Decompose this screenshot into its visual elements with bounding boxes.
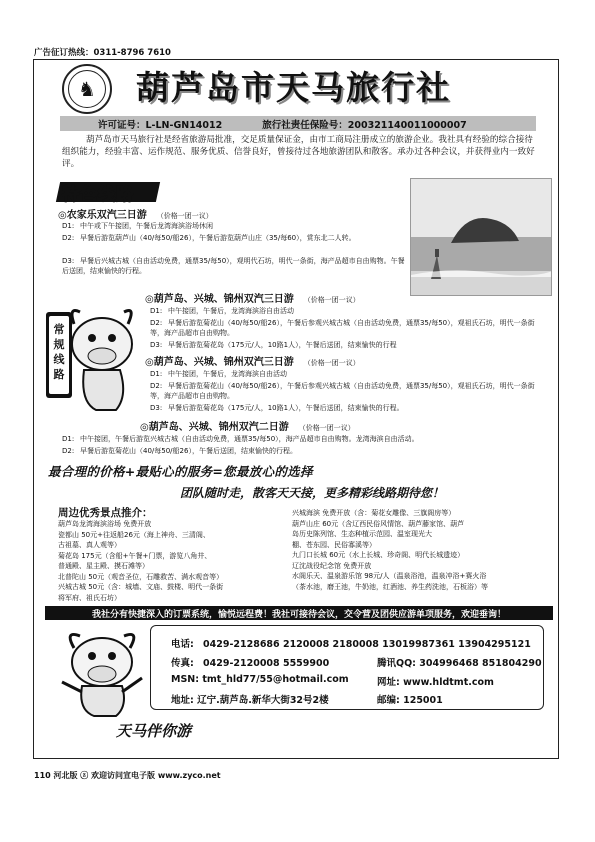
contact-box <box>150 625 544 710</box>
ox-mascot-contact <box>50 622 150 718</box>
day-text: 早餐后游览菊花岛（175元/人，10路1人），午餐后送团，结束愉快的行程 <box>168 341 397 349</box>
route-day <box>62 233 407 243</box>
regular-routes-badge: 常规线路 <box>53 323 65 381</box>
tagline: 天马伴你游 <box>116 722 192 740</box>
ad-hotline: 广告征订热线：0311-8796 7610 <box>34 48 171 58</box>
route-name: ◎葫芦岛、兴城、锦州双汽三日游 <box>145 357 294 368</box>
day-text: 早餐后游览菊花山（40/每50/船26），午餐后参观兴城古城（自由活动免费，通票35/每50），观祖氏石坊，明代一条街等，海产品超市自由购物。 <box>150 382 535 400</box>
phone-line <box>171 636 531 650</box>
day-text: 中午或下午接团，午餐后龙湾海滨浴场休闲 <box>80 222 213 230</box>
day-number: D3: <box>150 341 163 349</box>
day-text: 早餐后游览菊花岛（175元/人，10路1人），午餐后送团，结束愉快的行程。 <box>168 404 404 412</box>
route-day <box>150 381 545 401</box>
attraction-item: 葫芦岛龙湾海滨浴场 免费开放 <box>58 520 152 528</box>
day-number: D1: <box>150 307 163 315</box>
attraction-item: 水阁乐天、温泉游乐馆 98元/人（温泉浴池，温泉冲浴+赛火浴 <box>292 572 487 580</box>
phone-numbers: 0429-2128686 2120008 2180008 13019987361 13904295121 <box>203 639 531 650</box>
attraction-item: 古祖墓、真人观等） <box>58 541 121 549</box>
attractions-right-column <box>292 508 488 592</box>
route-title <box>145 290 360 305</box>
day-number: D3: <box>150 404 163 412</box>
company-logo <box>62 64 112 114</box>
route-day <box>62 256 407 276</box>
route-price: （价格一团一议） <box>298 424 355 432</box>
route-price: （价格一团一议） <box>303 359 360 367</box>
day-number: D1: <box>150 370 163 378</box>
route-day <box>150 306 294 316</box>
route-title <box>140 418 355 433</box>
ox-mascot-badge <box>40 292 146 418</box>
day-number: D1: <box>62 222 75 230</box>
attraction-item: 葫芦山庄 60元（含辽西民俗风情馆、葫芦藤家馆、葫芦 <box>292 519 465 528</box>
attraction-item: 普通殿、星主殿、摸石滩等） <box>58 562 149 570</box>
day-text: 早餐后游览菊花山（40/每50/船26），午餐后参观兴城古城（自由活动免费，通票35/每50），观祖氏石坊，明代一条街等，海产品超市自由购物。 <box>150 319 535 337</box>
attraction-item: 棚、苍东园、民俗寡溪等） <box>292 540 376 549</box>
attraction-item: 岛历史陈列馆、生态种植示范园、温室现光大 <box>292 530 432 538</box>
insurance-number: 旅行社责任保险号：200321140011000007 <box>262 119 467 131</box>
attraction-item: （茶水池，磨王池，牛奶池，红酒池、养生药洗池，石板浴）等 <box>292 582 488 591</box>
day-text: 中午接团，午餐后游览兴城古城（自由活动免费，通票35/每50），海产品超市自由购物。龙湾海滨自由活动。 <box>80 435 419 443</box>
route-day <box>150 340 397 350</box>
fax-label: 传真: <box>171 658 194 669</box>
route-day <box>150 318 545 338</box>
attraction-item: 菊花岛 175元（含船+午餐+门票，游览八角井、 <box>58 551 212 560</box>
website-line: 网址: www.hldtmt.com <box>377 677 494 688</box>
attraction-item: 北普陀山 50元（观音圣位，石雕救苦、满水观音等） <box>58 572 224 581</box>
attraction-item: 兴城海滨 免费开放（含：菊花女雕像、三旗阁房等） <box>292 509 456 517</box>
attraction-item: 辽沈战役纪念馆 免费开放 <box>292 561 372 570</box>
ox-mascot-icon <box>50 622 150 718</box>
day-text: 中午接团，午餐后，龙湾海滨浴自由活动 <box>168 307 294 315</box>
group-travel-slogan: 团队随时走，散客天天接，更多精彩线路期待您！ <box>180 486 445 500</box>
day-number: D2: <box>62 234 75 242</box>
day-text: 早餐后游览菊花山（40/每50/船26），午餐后送团，结束愉快的行程。 <box>80 447 297 455</box>
day-number: D3: <box>62 257 75 265</box>
attraction-item: 兴城古城 50元（含：城墙、文庙、鼓楼、明代一条街 <box>58 583 224 591</box>
phone-label: 电话: <box>171 639 194 650</box>
license-bar <box>60 116 536 131</box>
day-text: 早餐后兴城古城（自由活动免费，通票35/每50），观明代石坊，明代一条街，海产品超市自由购物。午餐后送团，结束愉快的行程。 <box>62 257 405 275</box>
route-price: （价格一团一议） <box>303 296 360 304</box>
coast-photo-image <box>411 179 552 296</box>
nearby-attractions-title: 周边优秀景点推介： <box>58 507 153 519</box>
route-day <box>150 403 404 413</box>
company-intro: 葫芦岛市天马旅行社是经省旅游局批准，交足质量保证金，由市工商局注册成立的旅游企业。我社具有经验的综合接待组织能力，经验丰富、运作规范、服务优质、信誉良好，曾接待过各地旅游团队和散客。承办过各种会议，并获得业内一致好评。 <box>62 135 535 169</box>
qq-line: 腾讯QQ: 304996468 851804290 <box>377 658 542 669</box>
route-title <box>145 353 360 368</box>
route-title <box>58 206 213 221</box>
route-day <box>62 434 419 444</box>
permit-number: 许可证号：L-LN-GN14012 <box>98 119 223 131</box>
day-text: 早餐后游览葫芦山（40/每50/船26），午餐后游览葫芦山庄（35/每60），赏东北二人转。 <box>80 234 356 242</box>
msn-line: MSN: tmt_hld77/55@hotmail.com <box>171 674 349 685</box>
route-price: （价格一团一议） <box>156 212 213 220</box>
zip-line: 邮编: 125001 <box>377 695 443 706</box>
day-number: D2: <box>150 319 163 327</box>
page-footer: 110 河北版 ⓩ 欢迎访问宣电子版 www.zyco.net <box>34 771 221 780</box>
route-day <box>62 221 213 231</box>
day-number: D1: <box>62 435 75 443</box>
attractions-left-column <box>58 519 223 603</box>
route-name: ◎葫芦岛、兴城、锦州双汽三日游 <box>145 294 294 305</box>
route-day <box>62 446 297 456</box>
service-banner: 我社分有快捷深入的订票系统，愉悦远程费！我社可接待会议，交令营及团供应游单项服务，欢迎垂询！ <box>45 606 553 620</box>
day-number: D2: <box>62 447 75 455</box>
fax-numbers: 0429-2120008 5559900 <box>203 658 330 669</box>
section-title: 特色线路 <box>62 185 134 205</box>
route-name: ◎葫芦岛、兴城、锦州双汽二日游 <box>140 422 289 433</box>
day-text: 中午接团，午餐后，龙湾海滨自由活动 <box>168 370 287 378</box>
attraction-item: 九门口长城 60元（水上长城、珍奇阁、明代长城遗迹） <box>292 551 465 559</box>
attraction-item: 瓷都山 50元+往返船26元（海上神舟、三清阁、 <box>58 530 210 539</box>
route-name: ◎农家乐双汽三日游 <box>58 210 147 221</box>
horse-icon: ♞ <box>68 70 106 108</box>
route-day <box>150 369 287 379</box>
attraction-item: 将军府、祖氏石坊） <box>58 593 121 602</box>
coast-photo <box>410 178 552 296</box>
address-line: 地址: 辽宁.葫芦岛.新华大街32号2楼 <box>171 695 329 706</box>
price-service-slogan: 最合理的价格+最贴心的服务=您最放心的选择 <box>48 464 313 479</box>
fax-line <box>171 655 329 669</box>
day-number: D2: <box>150 382 163 390</box>
company-name: 葫芦岛市天马旅行社 <box>136 68 451 107</box>
